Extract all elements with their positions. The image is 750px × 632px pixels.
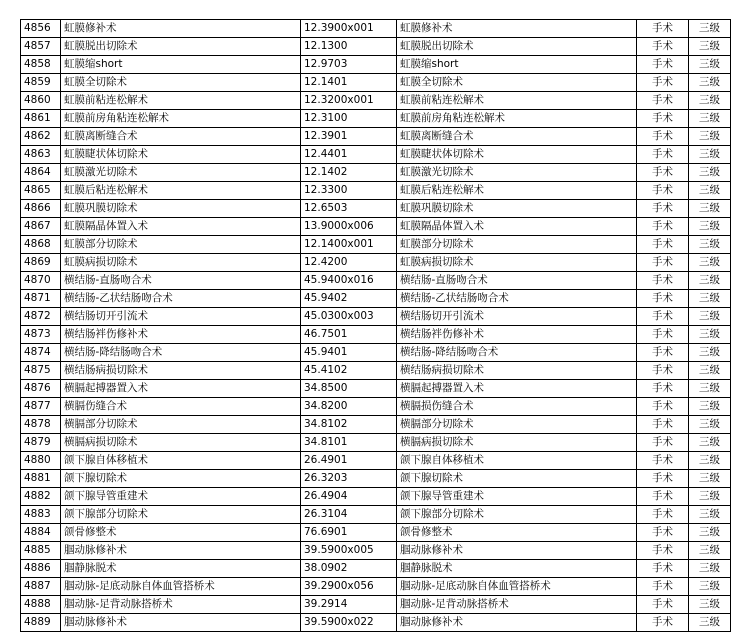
cell-type: 手术 <box>637 416 689 434</box>
cell-type: 手术 <box>637 164 689 182</box>
cell-name: 腘动脉修补术 <box>61 614 301 632</box>
table-row <box>21 110 731 128</box>
cell-level: 三级 <box>689 38 731 56</box>
table-row <box>21 452 731 470</box>
cell-icd-code: 12.4200 <box>301 254 397 272</box>
table-row <box>21 542 731 560</box>
cell-icd-code: 45.4102 <box>301 362 397 380</box>
cell-type: 手术 <box>637 578 689 596</box>
cell-name: 虹膜缩short <box>61 56 301 74</box>
cell-level: 三级 <box>689 470 731 488</box>
cell-type: 手术 <box>637 128 689 146</box>
cell-level: 三级 <box>689 488 731 506</box>
cell-code: 4871 <box>21 290 61 308</box>
cell-code: 4883 <box>21 506 61 524</box>
cell-code: 4885 <box>21 542 61 560</box>
cell-name: 虹膜病损切除术 <box>61 254 301 272</box>
table-row <box>21 218 731 236</box>
cell-type: 手术 <box>637 470 689 488</box>
table-row <box>21 74 731 92</box>
table-row <box>21 326 731 344</box>
cell-standard-name: 横结肠-乙状结肠吻合术 <box>397 290 637 308</box>
cell-level: 三级 <box>689 344 731 362</box>
cell-name: 虹膜全切除术 <box>61 74 301 92</box>
cell-icd-code: 12.3100 <box>301 110 397 128</box>
cell-type: 手术 <box>637 434 689 452</box>
cell-icd-code: 12.6503 <box>301 200 397 218</box>
cell-standard-name: 虹膜巩膜切除术 <box>397 200 637 218</box>
cell-standard-name: 颌下腺切除术 <box>397 470 637 488</box>
cell-code: 4867 <box>21 218 61 236</box>
cell-standard-name: 颌下腺自体移植术 <box>397 452 637 470</box>
cell-code: 4860 <box>21 92 61 110</box>
cell-icd-code: 26.4901 <box>301 452 397 470</box>
table-row <box>21 524 731 542</box>
table-row <box>21 254 731 272</box>
cell-standard-name: 虹膜部分切除术 <box>397 236 637 254</box>
cell-standard-name: 虹膜前粘连松解术 <box>397 92 637 110</box>
table-row <box>21 146 731 164</box>
cell-code: 4874 <box>21 344 61 362</box>
cell-standard-name: 腘动脉修补术 <box>397 542 637 560</box>
cell-name: 颌下腺切除术 <box>61 470 301 488</box>
cell-level: 三级 <box>689 416 731 434</box>
cell-code: 4889 <box>21 614 61 632</box>
cell-level: 三级 <box>689 506 731 524</box>
cell-icd-code: 12.1402 <box>301 164 397 182</box>
cell-name: 横膈起搏器置入术 <box>61 380 301 398</box>
cell-name: 横结肠-乙状结肠吻合术 <box>61 290 301 308</box>
cell-type: 手术 <box>637 542 689 560</box>
cell-name: 横结肠病损切除术 <box>61 362 301 380</box>
cell-icd-code: 45.9401 <box>301 344 397 362</box>
cell-type: 手术 <box>637 218 689 236</box>
table-row <box>21 380 731 398</box>
cell-standard-name: 横膈损伤缝合术 <box>397 398 637 416</box>
cell-type: 手术 <box>637 380 689 398</box>
cell-level: 三级 <box>689 164 731 182</box>
cell-type: 手术 <box>637 254 689 272</box>
cell-name: 虹膜睫状体切除术 <box>61 146 301 164</box>
table-row <box>21 488 731 506</box>
cell-standard-name: 横结肠袢伤修补术 <box>397 326 637 344</box>
cell-type: 手术 <box>637 398 689 416</box>
cell-name: 横膈伤缝合术 <box>61 398 301 416</box>
cell-name: 颌骨修整术 <box>61 524 301 542</box>
cell-code: 4879 <box>21 434 61 452</box>
cell-type: 手术 <box>637 74 689 92</box>
cell-icd-code: 45.0300x003 <box>301 308 397 326</box>
cell-level: 三级 <box>689 380 731 398</box>
cell-type: 手术 <box>637 560 689 578</box>
cell-level: 三级 <box>689 524 731 542</box>
cell-name: 颌下腺部分切除术 <box>61 506 301 524</box>
cell-icd-code: 39.2914 <box>301 596 397 614</box>
cell-type: 手术 <box>637 506 689 524</box>
cell-icd-code: 13.9000x006 <box>301 218 397 236</box>
table-row <box>21 398 731 416</box>
cell-level: 三级 <box>689 236 731 254</box>
cell-standard-name: 虹膜病损切除术 <box>397 254 637 272</box>
procedure-table <box>20 19 731 632</box>
table-row <box>21 506 731 524</box>
cell-icd-code: 39.5900x022 <box>301 614 397 632</box>
cell-code: 4859 <box>21 74 61 92</box>
cell-code: 4887 <box>21 578 61 596</box>
cell-icd-code: 12.4401 <box>301 146 397 164</box>
cell-name: 虹膜修补术 <box>61 20 301 38</box>
table-row <box>21 92 731 110</box>
cell-code: 4886 <box>21 560 61 578</box>
cell-standard-name: 虹膜前房角粘连松解术 <box>397 110 637 128</box>
cell-type: 手术 <box>637 344 689 362</box>
cell-code: 4858 <box>21 56 61 74</box>
cell-icd-code: 34.8200 <box>301 398 397 416</box>
table-row <box>21 164 731 182</box>
cell-icd-code: 76.6901 <box>301 524 397 542</box>
table-row <box>21 20 731 38</box>
table-row <box>21 344 731 362</box>
table-row <box>21 308 731 326</box>
cell-level: 三级 <box>689 560 731 578</box>
cell-standard-name: 虹膜隔晶体置入术 <box>397 218 637 236</box>
table-row <box>21 578 731 596</box>
cell-name: 虹膜前房角粘连松解术 <box>61 110 301 128</box>
cell-standard-name: 颌骨修整术 <box>397 524 637 542</box>
cell-icd-code: 26.4904 <box>301 488 397 506</box>
table-body <box>21 20 731 632</box>
cell-level: 三级 <box>689 146 731 164</box>
cell-type: 手术 <box>637 56 689 74</box>
cell-type: 手术 <box>637 200 689 218</box>
cell-code: 4861 <box>21 110 61 128</box>
cell-level: 三级 <box>689 578 731 596</box>
cell-standard-name: 横结肠-直肠吻合术 <box>397 272 637 290</box>
cell-name: 颌下腺自体移植术 <box>61 452 301 470</box>
table-row <box>21 290 731 308</box>
cell-standard-name: 虹膜缩short <box>397 56 637 74</box>
cell-code: 4880 <box>21 452 61 470</box>
cell-icd-code: 34.8500 <box>301 380 397 398</box>
cell-type: 手术 <box>637 272 689 290</box>
cell-type: 手术 <box>637 326 689 344</box>
cell-icd-code: 45.9400x016 <box>301 272 397 290</box>
cell-name: 横膈病损切除术 <box>61 434 301 452</box>
cell-icd-code: 39.5900x005 <box>301 542 397 560</box>
cell-icd-code: 12.3900x001 <box>301 20 397 38</box>
table-row <box>21 38 731 56</box>
cell-standard-name: 腘动脉-足背动脉搭桥术 <box>397 596 637 614</box>
cell-type: 手术 <box>637 308 689 326</box>
table-row <box>21 560 731 578</box>
table-row <box>21 182 731 200</box>
cell-level: 三级 <box>689 200 731 218</box>
cell-code: 4881 <box>21 470 61 488</box>
cell-standard-name: 横膈部分切除术 <box>397 416 637 434</box>
cell-name: 横膈部分切除术 <box>61 416 301 434</box>
cell-icd-code: 12.3200x001 <box>301 92 397 110</box>
cell-icd-code: 26.3104 <box>301 506 397 524</box>
cell-code: 4863 <box>21 146 61 164</box>
cell-code: 4866 <box>21 200 61 218</box>
cell-standard-name: 颌下腺导管重建术 <box>397 488 637 506</box>
cell-standard-name: 横结肠-降结肠吻合术 <box>397 344 637 362</box>
cell-standard-name: 虹膜离断缝合术 <box>397 128 637 146</box>
cell-name: 腘动脉-足背动脉搭桥术 <box>61 596 301 614</box>
cell-code: 4870 <box>21 272 61 290</box>
cell-icd-code: 34.8102 <box>301 416 397 434</box>
cell-name: 虹膜前粘连松解术 <box>61 92 301 110</box>
table-row <box>21 596 731 614</box>
cell-code: 4872 <box>21 308 61 326</box>
cell-icd-code: 12.3901 <box>301 128 397 146</box>
cell-name: 颌下腺导管重建术 <box>61 488 301 506</box>
cell-level: 三级 <box>689 128 731 146</box>
cell-name: 虹膜巩膜切除术 <box>61 200 301 218</box>
cell-icd-code: 38.0902 <box>301 560 397 578</box>
cell-standard-name: 腘静脉脱术 <box>397 560 637 578</box>
cell-level: 三级 <box>689 56 731 74</box>
cell-name: 虹膜脱出切除术 <box>61 38 301 56</box>
cell-standard-name: 虹膜睫状体切除术 <box>397 146 637 164</box>
cell-level: 三级 <box>689 92 731 110</box>
cell-level: 三级 <box>689 272 731 290</box>
cell-level: 三级 <box>689 182 731 200</box>
cell-icd-code: 12.3300 <box>301 182 397 200</box>
cell-level: 三级 <box>689 434 731 452</box>
table-row <box>21 470 731 488</box>
cell-standard-name: 虹膜后粘连松解术 <box>397 182 637 200</box>
cell-name: 虹膜部分切除术 <box>61 236 301 254</box>
cell-standard-name: 横膈起搏器置入术 <box>397 380 637 398</box>
cell-standard-name: 横膈病损切除术 <box>397 434 637 452</box>
cell-type: 手术 <box>637 38 689 56</box>
table-row <box>21 416 731 434</box>
table-row <box>21 236 731 254</box>
cell-standard-name: 虹膜修补术 <box>397 20 637 38</box>
cell-level: 三级 <box>689 254 731 272</box>
cell-level: 三级 <box>689 362 731 380</box>
cell-code: 4873 <box>21 326 61 344</box>
cell-standard-name: 颌下腺部分切除术 <box>397 506 637 524</box>
cell-name: 横结肠切开引流术 <box>61 308 301 326</box>
cell-icd-code: 45.9402 <box>301 290 397 308</box>
cell-name: 腘动脉-足底动脉自体血管搭桥术 <box>61 578 301 596</box>
cell-icd-code: 12.9703 <box>301 56 397 74</box>
cell-standard-name: 虹膜激光切除术 <box>397 164 637 182</box>
cell-code: 4869 <box>21 254 61 272</box>
cell-code: 4857 <box>21 38 61 56</box>
cell-level: 三级 <box>689 398 731 416</box>
cell-code: 4878 <box>21 416 61 434</box>
cell-standard-name: 腘动脉修补术 <box>397 614 637 632</box>
cell-name: 横结肠-降结肠吻合术 <box>61 344 301 362</box>
cell-standard-name: 虹膜全切除术 <box>397 74 637 92</box>
cell-type: 手术 <box>637 236 689 254</box>
table-row <box>21 272 731 290</box>
cell-icd-code: 12.1401 <box>301 74 397 92</box>
cell-level: 三级 <box>689 614 731 632</box>
cell-name: 腘静脉脱术 <box>61 560 301 578</box>
cell-name: 虹膜后粘连松解术 <box>61 182 301 200</box>
cell-standard-name: 横结肠切开引流术 <box>397 308 637 326</box>
cell-type: 手术 <box>637 20 689 38</box>
cell-type: 手术 <box>637 488 689 506</box>
cell-level: 三级 <box>689 596 731 614</box>
cell-code: 4862 <box>21 128 61 146</box>
cell-code: 4856 <box>21 20 61 38</box>
cell-type: 手术 <box>637 596 689 614</box>
cell-type: 手术 <box>637 524 689 542</box>
table-row <box>21 434 731 452</box>
cell-code: 4864 <box>21 164 61 182</box>
cell-name: 腘动脉修补术 <box>61 542 301 560</box>
cell-code: 4876 <box>21 380 61 398</box>
cell-type: 手术 <box>637 146 689 164</box>
cell-code: 4877 <box>21 398 61 416</box>
cell-level: 三级 <box>689 20 731 38</box>
cell-type: 手术 <box>637 362 689 380</box>
cell-name: 横结肠袢伤修补术 <box>61 326 301 344</box>
cell-standard-name: 虹膜脱出切除术 <box>397 38 637 56</box>
cell-type: 手术 <box>637 614 689 632</box>
cell-level: 三级 <box>689 542 731 560</box>
cell-standard-name: 横结肠病损切除术 <box>397 362 637 380</box>
cell-icd-code: 12.1400x001 <box>301 236 397 254</box>
cell-level: 三级 <box>689 110 731 128</box>
cell-level: 三级 <box>689 290 731 308</box>
table-row <box>21 56 731 74</box>
cell-code: 4868 <box>21 236 61 254</box>
cell-code: 4884 <box>21 524 61 542</box>
table-row <box>21 362 731 380</box>
cell-name: 虹膜激光切除术 <box>61 164 301 182</box>
table-row <box>21 614 731 632</box>
cell-standard-name: 腘动脉-足底动脉自体血管搭桥术 <box>397 578 637 596</box>
cell-level: 三级 <box>689 74 731 92</box>
cell-code: 4882 <box>21 488 61 506</box>
cell-level: 三级 <box>689 218 731 236</box>
cell-type: 手术 <box>637 452 689 470</box>
cell-name: 虹膜离断缝合术 <box>61 128 301 146</box>
table-row <box>21 128 731 146</box>
cell-type: 手术 <box>637 182 689 200</box>
cell-icd-code: 12.1300 <box>301 38 397 56</box>
cell-type: 手术 <box>637 290 689 308</box>
cell-icd-code: 39.2900x056 <box>301 578 397 596</box>
cell-icd-code: 26.3203 <box>301 470 397 488</box>
cell-name: 横结肠-直肠吻合术 <box>61 272 301 290</box>
cell-level: 三级 <box>689 308 731 326</box>
cell-icd-code: 34.8101 <box>301 434 397 452</box>
cell-icd-code: 46.7501 <box>301 326 397 344</box>
cell-name: 虹膜隔晶体置入术 <box>61 218 301 236</box>
table-row <box>21 200 731 218</box>
cell-level: 三级 <box>689 326 731 344</box>
cell-type: 手术 <box>637 110 689 128</box>
cell-code: 4888 <box>21 596 61 614</box>
cell-type: 手术 <box>637 92 689 110</box>
cell-code: 4875 <box>21 362 61 380</box>
cell-level: 三级 <box>689 452 731 470</box>
cell-code: 4865 <box>21 182 61 200</box>
